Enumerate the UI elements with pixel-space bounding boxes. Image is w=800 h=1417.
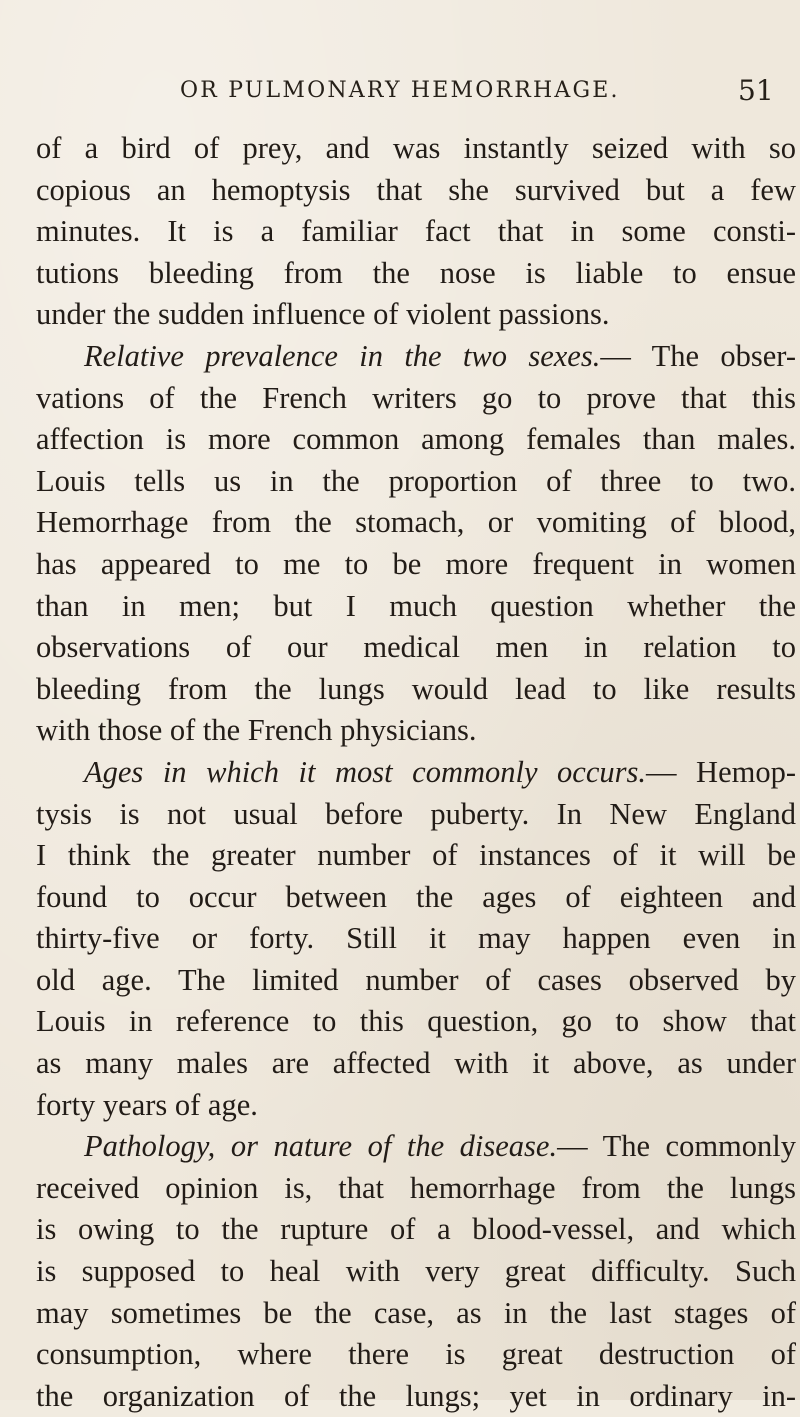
section-heading: Pathology, or nature of the disease.	[84, 1129, 558, 1164]
text-line: of a bird of prey, and was instantly seized with so	[36, 131, 796, 165]
text-line: than in men; but I much question whether the	[36, 588, 796, 623]
text-line	[36, 336, 796, 378]
text-line: copious an hemoptysis that she survived but a few	[36, 172, 796, 207]
text-fragment: — The commonly	[557, 1129, 796, 1164]
text-line: forty years of age.	[36, 1087, 258, 1122]
text-line: is owing to the rupture of a blood-vessel, and which	[36, 1212, 796, 1247]
text-line: Hemorrhage from the stomach, or vomiting of blood,	[36, 505, 796, 540]
text-line: under the sudden influence of violent passions.	[36, 297, 610, 332]
text-line: Louis tells us in the proportion of three to two.	[36, 463, 796, 498]
text-line: affection is more common among females than males.	[36, 422, 796, 457]
text-fragment: — The obser-	[600, 338, 796, 373]
text-line: tysis is not usual before puberty. In New England	[36, 796, 796, 831]
text-line: observations of our medical men in relation to	[36, 630, 796, 665]
text-line: found to occur between the ages of eighteen and	[36, 879, 796, 914]
text-line: consumption, where there is great destruction of	[36, 1337, 796, 1372]
running-head	[0, 74, 800, 112]
running-title: OR PULMONARY HEMORRHAGE.	[180, 78, 620, 103]
page-number: 51	[738, 74, 774, 107]
text-line: is supposed to heal with very great difficulty. Such	[36, 1254, 796, 1289]
text-line	[36, 752, 796, 794]
text-line: minutes. It is a familiar fact that in some consti-	[36, 214, 796, 249]
text-line: Louis in reference to this question, go to show that	[36, 1004, 796, 1039]
text-line: may sometimes be the case, as in the last stages of	[36, 1295, 796, 1330]
text-line: thirty-five or forty. Still it may happen even in	[36, 921, 796, 956]
text-fragment: — Hemop-	[646, 754, 796, 789]
text-line: I think the greater number of instances of it will be	[36, 838, 796, 873]
text-line: old age. The limited number of cases observed by	[36, 962, 796, 997]
text-line: with those of the French physicians.	[36, 713, 477, 748]
text-line: the organization of the lungs; yet in ordinary in-	[36, 1378, 796, 1413]
text-line: tutions bleeding from the nose is liable to ensue	[36, 255, 796, 290]
text-line	[36, 1126, 796, 1168]
text-line: vations of the French writers go to prove that this	[36, 380, 796, 415]
body-text	[36, 128, 796, 1417]
section-heading: Relative prevalence in the two sexes.	[84, 338, 601, 373]
text-line: received opinion is, that hemorrhage from the lungs	[36, 1170, 796, 1205]
text-line: bleeding from the lungs would lead to like results	[36, 671, 796, 706]
text-line: has appeared to me to be more frequent in women	[36, 546, 796, 581]
text-line: as many males are affected with it above, as under	[36, 1046, 796, 1081]
section-heading: Ages in which it most commonly occurs.	[84, 754, 646, 789]
